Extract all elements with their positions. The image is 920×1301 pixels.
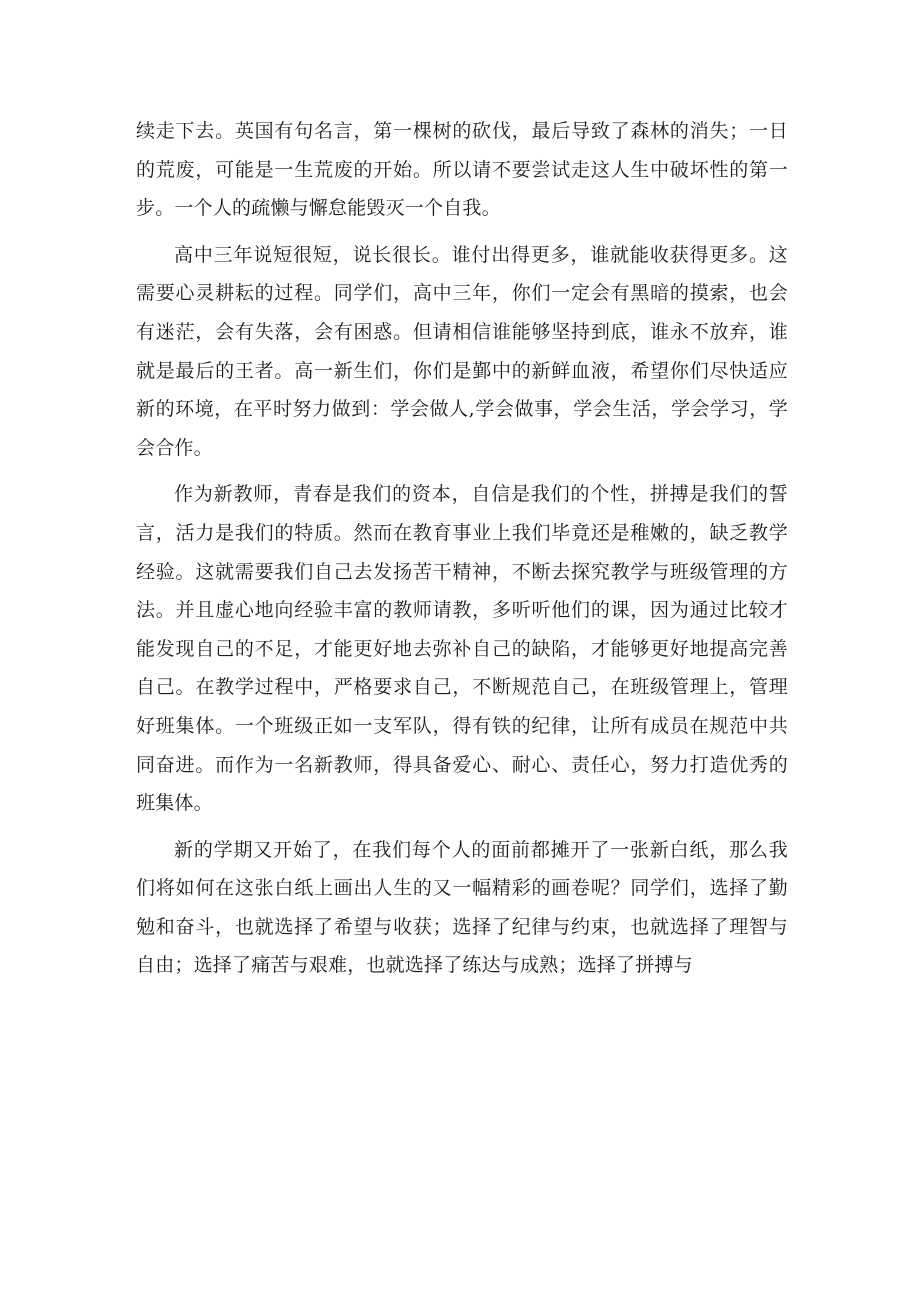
paragraph-4: 新的学期又开始了，在我们每个人的面前都摊开了一张新白纸，那么我们将如何在这张白纸上画出人生的又一幅精彩的画卷呢？同学们，选择了勤勉和奋斗，也就选择了希望与收获；选择了纪律与约束，也就选择了理智与自由；选择了痛苦与艰难，也就选择了练达与成熟；选择了拼搏与	[136, 838, 788, 977]
paragraph-3: 作为新教师，青春是我们的资本，自信是我们的个性，拼搏是我们的誓言，活力是我们的特质。然而在教育事业上我们毕竟还是稚嫩的，缺乏教学经验。这就需要我们自己去发扬苦干精神，不断去探究教学与班级管理的方法。并且虚心地向经验丰富的教师请教，多听听他们的课，因为通过比较才能发现自己的不足，才能更好地去弥补自己的缺陷，才能够更好地提高完善自己。在教学过程中，严格要求自己，不断规范自己，在班级管理上，管理好班集体。一个班级正如一支军队，得有铁的纪律，让所有成员在规范中共同奋进。而作为一名新教师，得具备爱心、耐心、责任心，努力打造优秀的班集体。	[136, 483, 788, 815]
paragraph-2: 高中三年说短很短，说长很长。谁付出得更多，谁就能收获得更多。这需要心灵耕耘的过程。同学们，高中三年，你们一定会有黑暗的摸索，也会有迷茫，会有失落，会有困惑。但请相信谁能够坚持到底，谁永不放弃，谁就是最后的王者。高一新生们，你们是鄞中的新鲜血液，希望你们尽快适应新的环境，在平时努力做到：学会做人,学会做事，学会生活，学会学习，学会合作。	[136, 243, 788, 459]
document-body	[136, 112, 788, 993]
paragraph-1: 续走下去。英国有句名言，第一棵树的砍伐，最后导致了森林的消失；一日的荒废，可能是一生荒废的开始。所以请不要尝试走这人生中破坏性的第一步。一个人的疏懒与懈怠能毁灭一个自我。	[136, 120, 788, 220]
